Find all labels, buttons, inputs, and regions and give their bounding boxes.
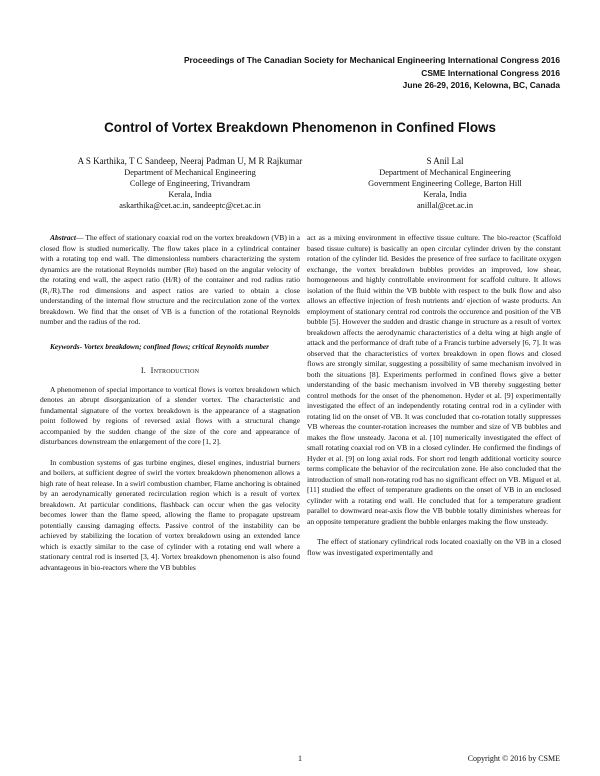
abstract-label: Abstract: [50, 233, 76, 242]
author-names-left: A S Karthika, T C Sandeep, Neeraj Padman U, M R Rajkumar: [77, 156, 303, 166]
email-right: anillal@cet.ac.in: [416, 201, 473, 210]
conference-line-3: June 26-29, 2016, Kelowna, BC, Canada: [402, 80, 560, 90]
left-column: [40, 233, 300, 573]
section-title: Introduction: [150, 366, 200, 375]
college-right: Government Engineering College, Barton Hill: [368, 179, 522, 188]
right-column: [307, 233, 561, 558]
copyright-notice: Copyright © 2016 by CSME: [467, 754, 560, 763]
right-paragraph-1: act as a mixing environment in effective tissue culture. The bio-reactor (Scaffold based tissue culture) is basically an open circular cylinder driven by the constant rotation of the cylinder lid. Besides the presence of free surface to facilitate oxygen exchange, the vortex breakdown bubbles provides an improved, low shear, homogeneous and highly controllable environment for scaffold culture. It allows isolation of the fluid within the VB bubble with respect to the bulk flow and also allows an effective injection of fresh nutrients and/ ejection of waste products. An employment of stationary central rod controls the occurence and position of the VB bubble [5]. However the sudden and drastic change in structure as a result of vortex breakdown affects the aerodynamic characteristics of a delta wing at high angle of attack and the performance of draft tube of a Francis turbine adversely [6, 7]. It was observed that the characteristics of vortex breakdown in open flows and closed flows are strongly similar, suggesting a possibility of same mechanism involved in both the situations [8]. Experiments performed in confined flows give a better understanding of the basic mechanism involved in VB thereby suggesting better control methods for the onset of the phenomenon. Hyder et al. [9] experimentally investigated the effect of an independently rotating central rod in a cylinder with rotating lid on the onset of VB. It was concluded that co-rotation totally suppresses VB whereas the counter-rotation increases the number and size of VB bubbles and makes the flow unsteady. Jacona et al. [10] numerically investigated the effect of small rotating coaxial rod on VB in a closed cylinder. He confirmed the findings of Hyder et al. [9] on long axial rods. For short rod length additional vorticity source terms complicate the behavior of the recirculation zone. He also concluded that the introduction of small non-rotating rod has no significant effect on VB. Miguel et al. [11] studied the effect of temperature gradients on the onset of VB in an enclosed cylinder with a rotating end wall. He concluded that for a temperature gradient parallel to downward near-axis flow the VB bubble totally diminishes whereas for an opposite temperature gradient the bubble enlarges making the flow unsteady.: [307, 233, 561, 526]
conference-line-2: CSME International Congress 2016: [421, 67, 560, 78]
location-left: Kerala, India: [168, 190, 212, 199]
intro-paragraph-1: A phenomenon of special importance to vortical flows is vortex breakdown which denotes an abrupt disorganization of a slender vortex. The characteristic and fundamental signature of the vortex breakdown is the appearance of a stagnation point followed by regions of reversed axial flows with a structural change accompanied by the sudden change of the size of the core and appearance of disturbances downstream the enlargement of the core [1, 2].: [40, 384, 300, 446]
conference-line-1: Proceedings of The Canadian Society for Mechanical Engineering International Congress 2016: [183, 55, 560, 65]
page-number: 1: [298, 754, 302, 763]
department-left: Department of Mechanical Engineering: [124, 168, 256, 177]
keywords: Keywords- Vortex breakdown; confined flows; critical Reynolds number: [50, 341, 270, 351]
author-names-right: S Anil Lal: [426, 156, 464, 166]
department-right: Department of Mechanical Engineering: [379, 168, 511, 177]
affiliation-left: [40, 156, 340, 211]
section-heading: [40, 366, 300, 377]
intro-paragraph-2: In combustion systems of gas turbine engines, diesel engines, industrial burners and boilers, at sufficient degree of swirl the vortex breakdown phenomenon allows a high rate of heat release. In a swirl combustion chamber, Flame anchoring is obtained by an aerodynamically generated recirculation region which is a result of vortex breakdown. At particular conditions, flashback can occur when the gas velocity becomes lower than the flame speed, allowing the flame to propagate upstream potentially causing damaging effects. Passive control of the instability can be achieved by stabilizing the location of vortex breakdown using an extended lance which is exactly similar to the case of cylinder with a rotating end wall where a stationary central rod is inserted [3, 4]. Vortex breakdown phenomenon is also found advantageous in bio-reactors where the VB bubbles: [40, 457, 300, 572]
right-paragraph-2: The effect of stationary cylindrical rods located coaxially on the VB in a closed flow was investigated experimentally and: [307, 537, 561, 557]
email-left: askarthika@cet.ac.in, sandeeptc@cet.ac.in: [119, 201, 261, 210]
abstract-text: — The effect of stationary coaxial rod on the vortex breakdown (VB) in a closed flow is studied numerically. The flow takes place in a cylindrical container with a rotating top end wall. The dimensionless numbers characterizing the system dynamics are the rotational Reynolds number (Re) based on the angular velocity of the rotating end wall, the aspect ratio (H/R) of the container and rod radius ratio (R₁/R).The rod dimensions and aspect ratios are varied to obtain a close understanding of the internal flow structure and the recirculation zone of the vortex breakdown. We find that the onset of VB is a function of the rotational Reynolds number and the radius of the rod.: [40, 233, 300, 326]
paper-title: Control of Vortex Breakdown Phenomenon in Confined Flows: [104, 120, 496, 135]
section-numeral: I.: [140, 366, 147, 375]
conference-header: [184, 54, 560, 92]
abstract: [40, 233, 300, 328]
college-left: College of Engineering, Trivandram: [129, 179, 251, 188]
affiliation-right: [330, 156, 560, 211]
location-right: Kerala, India: [423, 190, 467, 199]
